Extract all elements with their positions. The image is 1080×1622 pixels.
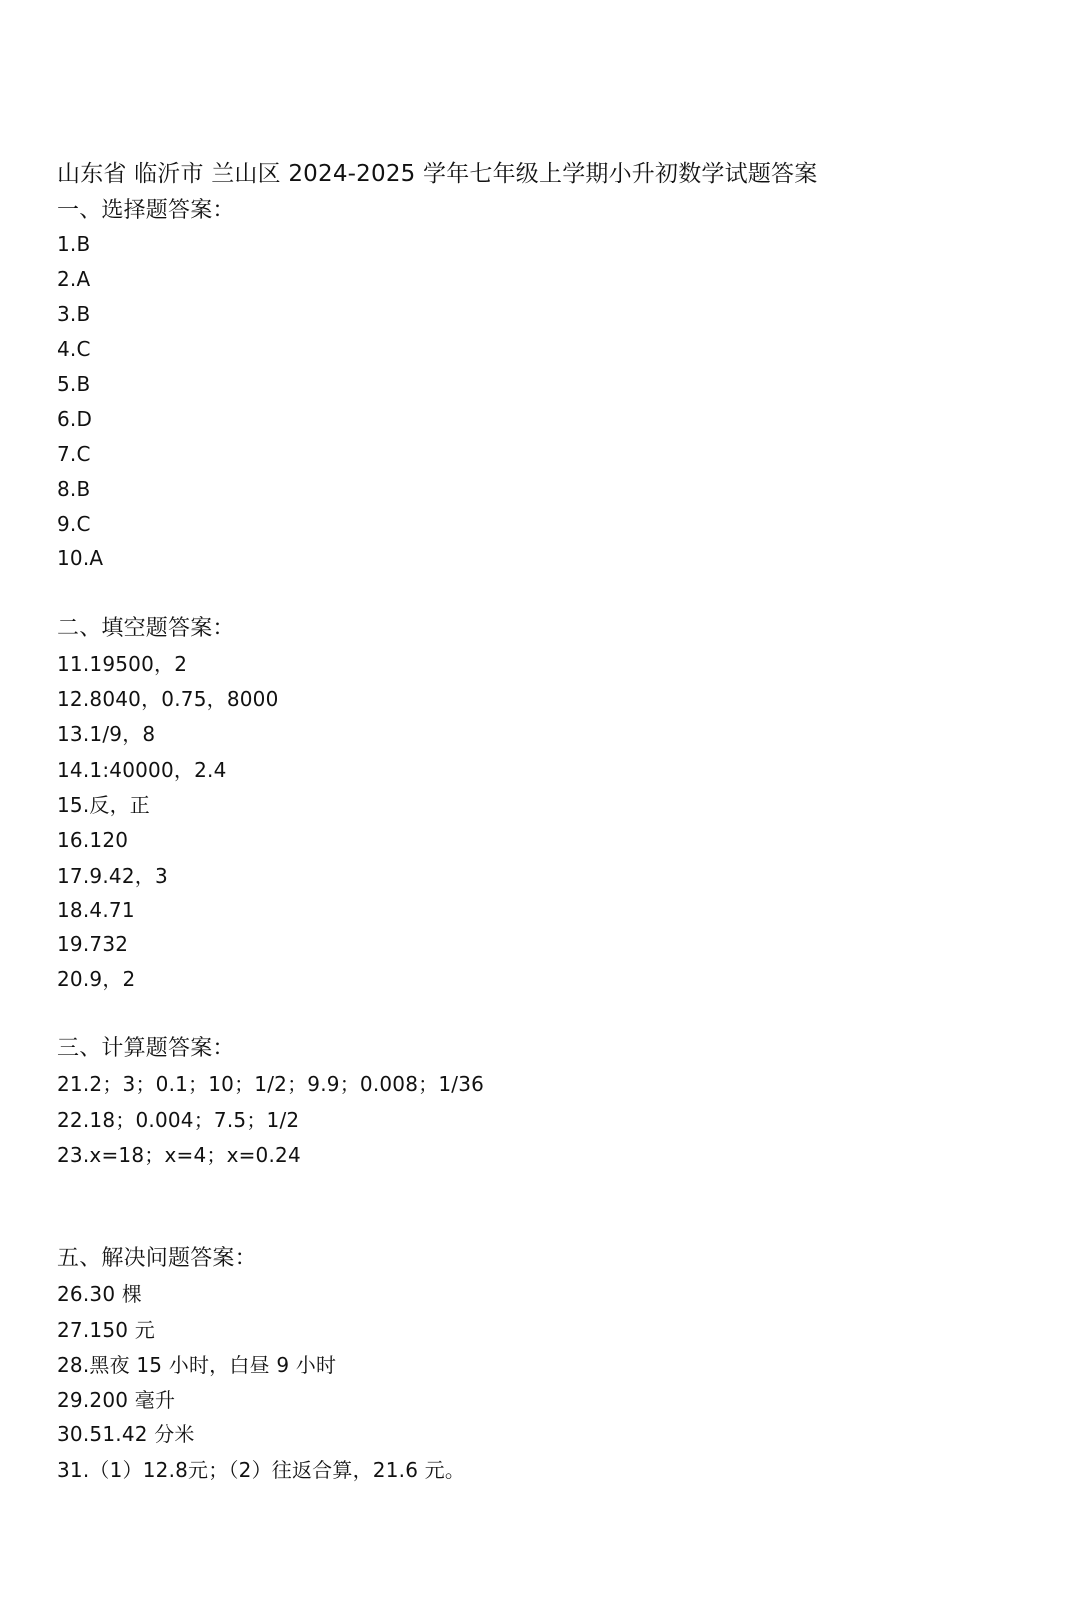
section-heading-problem-solving: 五、解决问题答案： (57, 1246, 257, 1271)
answer-item: 11.19500，2 (57, 652, 188, 676)
answer-item: 21.2；3；0.1；10；1/2；9.9；0.008；1/36 (57, 1072, 485, 1096)
answer-item: 16.120 (57, 828, 129, 852)
answer-item: 27.150 元 (57, 1318, 155, 1342)
answer-item: 5.B (57, 372, 91, 396)
answer-item: 12.8040，0.75，8000 (57, 687, 279, 711)
answer-item: 26.30 棵 (57, 1282, 143, 1306)
answer-item: 3.B (57, 302, 91, 326)
answer-item: 1.B (57, 232, 91, 256)
answer-item: 23.x=18；x=4；x=0.24 (57, 1143, 301, 1167)
answer-item: 4.C (57, 337, 91, 361)
answer-item: 8.B (57, 477, 91, 501)
page-title: 山东省 临沂市 兰山区 2024-2025 学年七年级上学期小升初数学试题答案 (57, 161, 818, 187)
answer-item: 18.4.71 (57, 898, 135, 922)
answer-item: 14.1:40000，2.4 (57, 758, 227, 782)
answer-item: 28.黑夜 15 小时，白昼 9 小时 (57, 1353, 337, 1377)
answer-item: 22.18；0.004；7.5；1/2 (57, 1108, 300, 1132)
answer-item: 15.反，正 (57, 793, 151, 817)
answer-item: 7.C (57, 442, 91, 466)
answer-item: 31.（1）12.8元；（2）往返合算，21.6 元。 (57, 1458, 466, 1482)
answer-item: 17.9.42，3 (57, 864, 168, 888)
answer-item: 20.9，2 (57, 967, 136, 991)
answer-item: 13.1/9，8 (57, 722, 156, 746)
section-heading-calculation: 三、计算题答案： (57, 1036, 235, 1061)
answer-item: 9.C (57, 512, 91, 536)
answer-item: 19.732 (57, 932, 129, 956)
answer-item: 10.A (57, 546, 104, 570)
answer-item: 2.A (57, 267, 91, 291)
section-heading-multiple-choice: 一、选择题答案： (57, 198, 235, 223)
section-heading-fill-in: 二、填空题答案： (57, 616, 235, 641)
answer-item: 30.51.42 分米 (57, 1422, 195, 1446)
answer-item: 29.200 毫升 (57, 1388, 176, 1412)
answer-item: 6.D (57, 407, 93, 431)
